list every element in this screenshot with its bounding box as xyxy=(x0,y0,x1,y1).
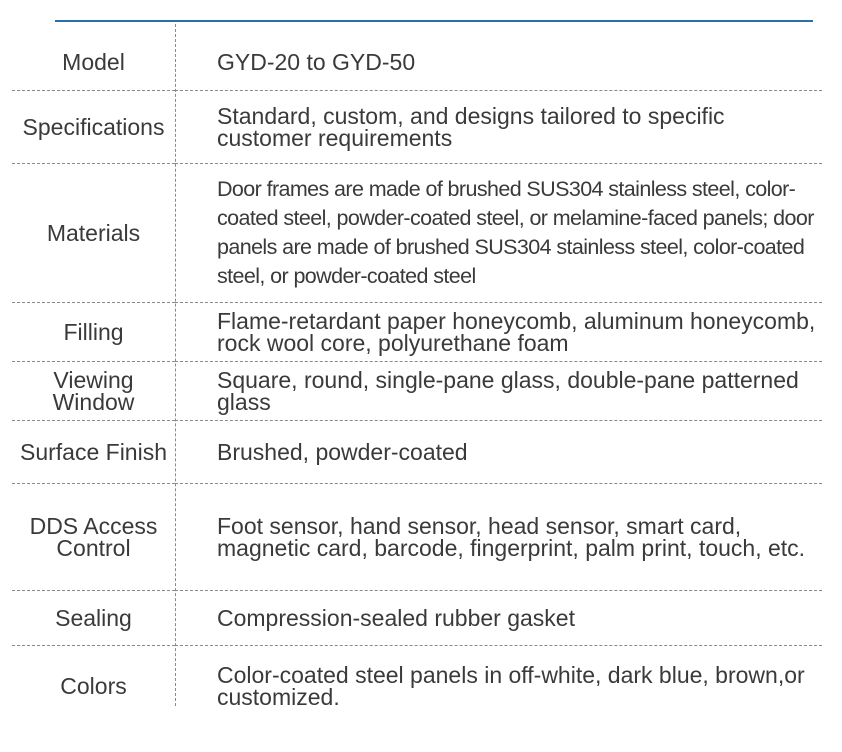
row-value: Compression-sealed rubber gasket xyxy=(175,590,822,645)
table-row xyxy=(12,645,822,727)
table-row xyxy=(12,163,822,302)
row-value: GYD-20 to GYD-50 xyxy=(217,49,416,76)
table-row xyxy=(12,483,822,590)
row-label xyxy=(12,90,175,163)
row-value: Square, round, single-pane glass, double-pane patterned glass xyxy=(175,361,822,420)
table-row xyxy=(12,420,822,483)
row-value: Brushed, powder-coated xyxy=(175,420,822,483)
table-row xyxy=(12,35,822,90)
row-value: Foot sensor, hand sensor, head sensor, smart card, magnetic card, barcode, fingerprint, palm print, touch, etc. xyxy=(175,483,822,590)
row-label: Filling xyxy=(12,302,175,361)
row-label: Colors xyxy=(12,645,175,727)
row-label-text: Specifications xyxy=(22,113,165,140)
table-row xyxy=(12,90,822,163)
row-label: Sealing xyxy=(12,590,175,645)
row-value: Standard, custom, and designs tailored to specific customer requirements xyxy=(175,90,822,163)
table-row xyxy=(12,361,822,420)
row-value: Flame-retardant paper honeycomb, aluminum honeycomb, rock wool core, polyurethane foam xyxy=(175,302,822,361)
spec-table xyxy=(12,35,822,727)
row-label-text: DDS Access Control xyxy=(29,512,158,561)
row-label xyxy=(12,483,175,590)
row-label-text: Viewing Window xyxy=(52,366,135,415)
row-label: Model xyxy=(62,49,125,76)
row-label: Materials xyxy=(12,163,175,302)
table-row xyxy=(12,302,822,361)
row-value: Color-coated steel panels in off-white, dark blue, brown,or customized. xyxy=(175,645,822,727)
row-label-text: Surface Finish xyxy=(19,438,167,465)
row-label xyxy=(12,420,175,483)
top-rule xyxy=(55,20,813,22)
table-row xyxy=(12,590,822,645)
row-label xyxy=(12,361,175,420)
row-value: Door frames are made of brushed SUS304 stainless steel, color-coated steel, powder-coated steel, or melamine-faced panels; door panels are made of brushed SUS304 stainless steel, color-coated steel, or powder-coated steel xyxy=(175,163,822,302)
